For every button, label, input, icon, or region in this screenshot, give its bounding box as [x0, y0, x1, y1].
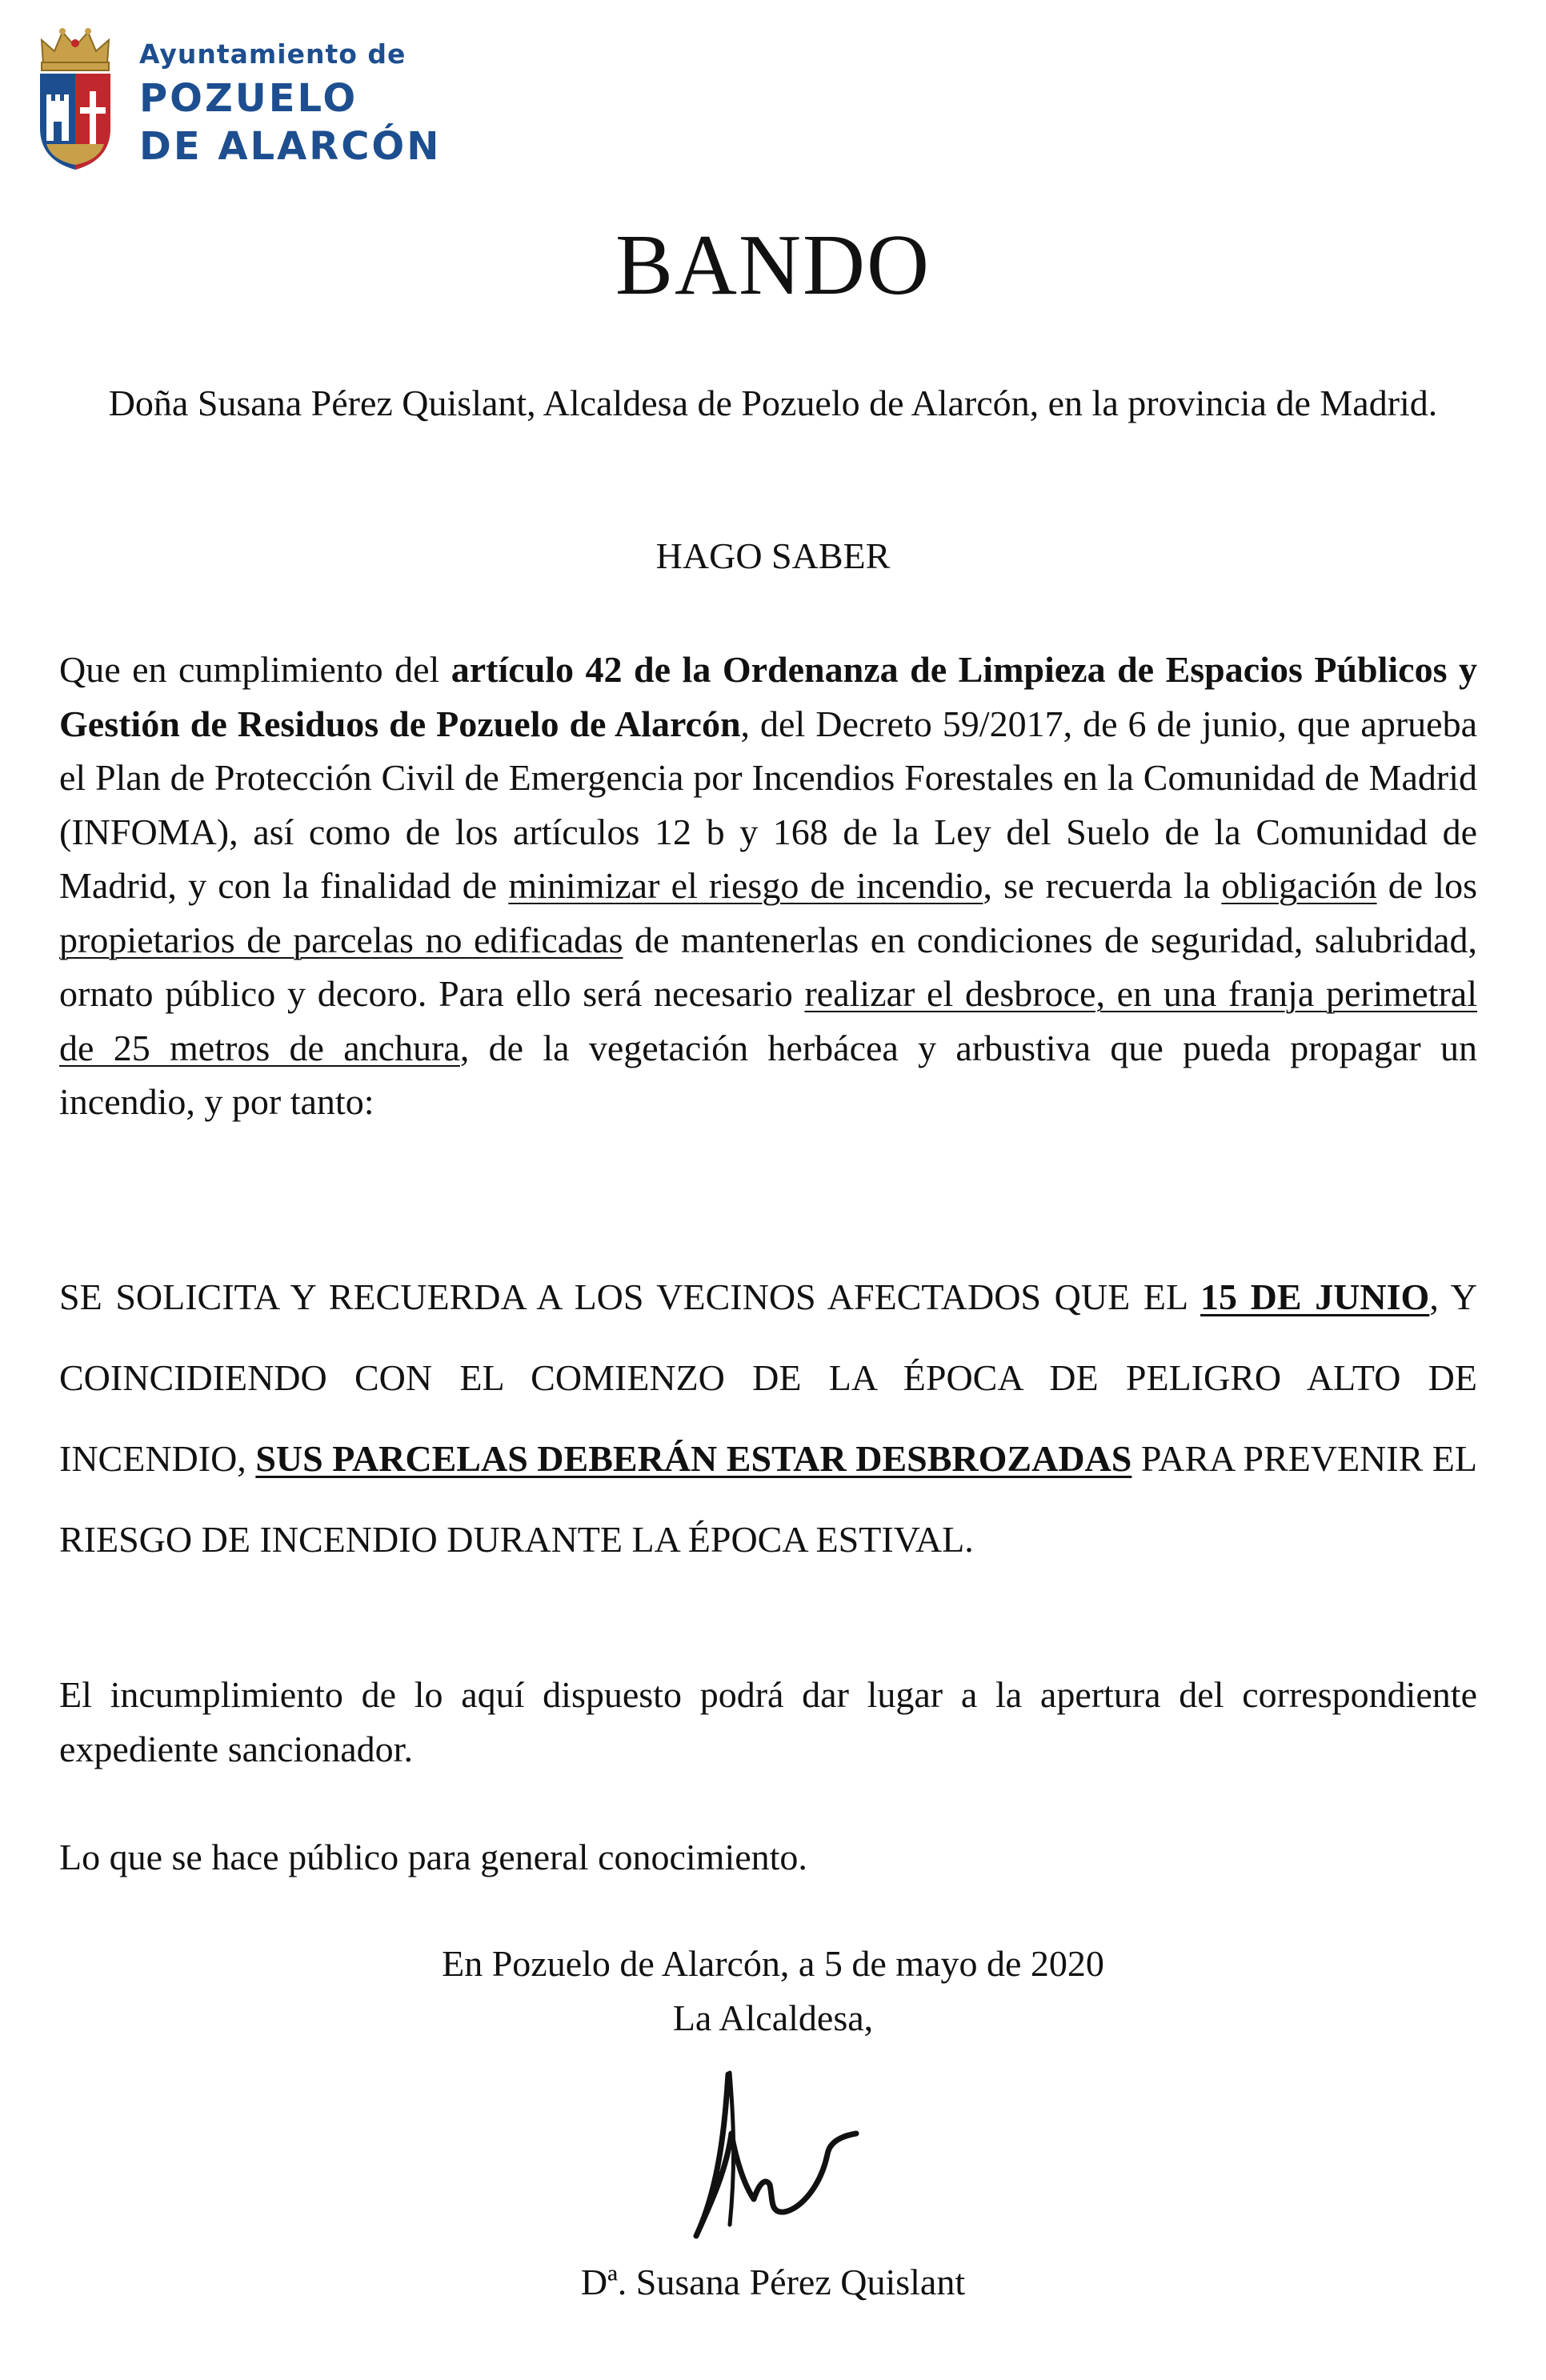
- place-date: En Pozuelo de Alarcón, a 5 de mayo de 2020: [442, 1943, 1104, 1984]
- paragraph-legal-basis: [59, 643, 1477, 1129]
- hago-saber-heading: HAGO SABER: [655, 535, 891, 576]
- text-run: Que en cumplimiento del: [59, 649, 451, 690]
- text-run-bold-underlined: SUS PARCELAS DEBERÁN ESTAR DESBROZADAS: [255, 1438, 1132, 1479]
- text-run: PARA PREVENIR EL RIESGO DE INCENDIO DURANTE LA ÉPOCA ESTIVAL.: [59, 1438, 1478, 1560]
- text-run: , de la vegetación herbácea y arbustiva que pueda propagar un incendio, y por tanto:: [59, 1027, 1477, 1122]
- text-run-underlined: realizar el desbroce, en una franja perimetral de 25 metros de anchura: [59, 973, 1477, 1068]
- signer-role: La Alcaldesa,: [672, 1997, 874, 2038]
- signer-name: Dª. Susana Pérez Quislant: [580, 2262, 966, 2302]
- text-run: , Y COINCIDIENDO CON EL COMIENZO DE LA ÉPOCA DE PELIGRO ALTO DE INCENDIO,: [59, 1276, 1478, 1479]
- text-run: SE SOLICITA Y RECUERDA A LOS VECINOS AFECTADOS QUE EL: [59, 1276, 1200, 1317]
- municipal-logo: [35, 24, 441, 171]
- logo-line-1: Ayuntamiento de: [139, 38, 407, 70]
- paragraph-public-notice: Lo que se hace público para general conocimiento.: [59, 1837, 807, 1877]
- text-run-bold-underlined: 15 DE JUNIO: [1200, 1276, 1430, 1317]
- text-run: , del Decreto 59/2017, de 6 de junio, que aprueba el Plan de Protección Civil de Emergencia por Incendios Forestales en la Comunidad de Madrid (INFOMA), así como de los artículos 12 b y 168 de la Ley del Suelo de la Comunidad de Madrid, y con la finalidad de: [59, 703, 1477, 906]
- text-run-bold: artículo 42 de la Ordenanza de Limpieza de Espacios Públicos y Gestión de Residuos de Pozuelo de Alarcón: [59, 649, 1477, 744]
- intro-text: Doña Susana Pérez Quislant, Alcaldesa de Pozuelo de Alarcón, en la provincia de Madrid.: [108, 383, 1438, 423]
- text-run-underlined: minimizar el riesgo de incendio: [508, 865, 983, 906]
- paragraph-request: [59, 1256, 1477, 1580]
- document-title: BANDO: [615, 218, 931, 313]
- logo-line-3: DE ALARCÓN: [139, 124, 442, 169]
- text-run: de los: [1376, 865, 1477, 906]
- text-run: de mantenerlas en condiciones de seguridad, salubridad, ornato público y decoro. Para ello será necesario: [59, 919, 1477, 1014]
- text-run: , se recuerda la: [983, 865, 1222, 906]
- closing-block: [0, 1937, 1546, 2045]
- handwritten-signature-icon: [680, 2065, 872, 2257]
- paragraph-sanction: El incumplimiento de lo aquí dispuesto podrá dar lugar a la apertura del correspondiente expediente sancionador.: [59, 1674, 1477, 1769]
- logo-line-2: POZUELO: [139, 76, 358, 121]
- coat-of-arms-icon: [35, 24, 115, 171]
- text-run-underlined: obligación: [1221, 865, 1377, 906]
- text-run-underlined: propietarios de parcelas no edificadas: [59, 919, 623, 960]
